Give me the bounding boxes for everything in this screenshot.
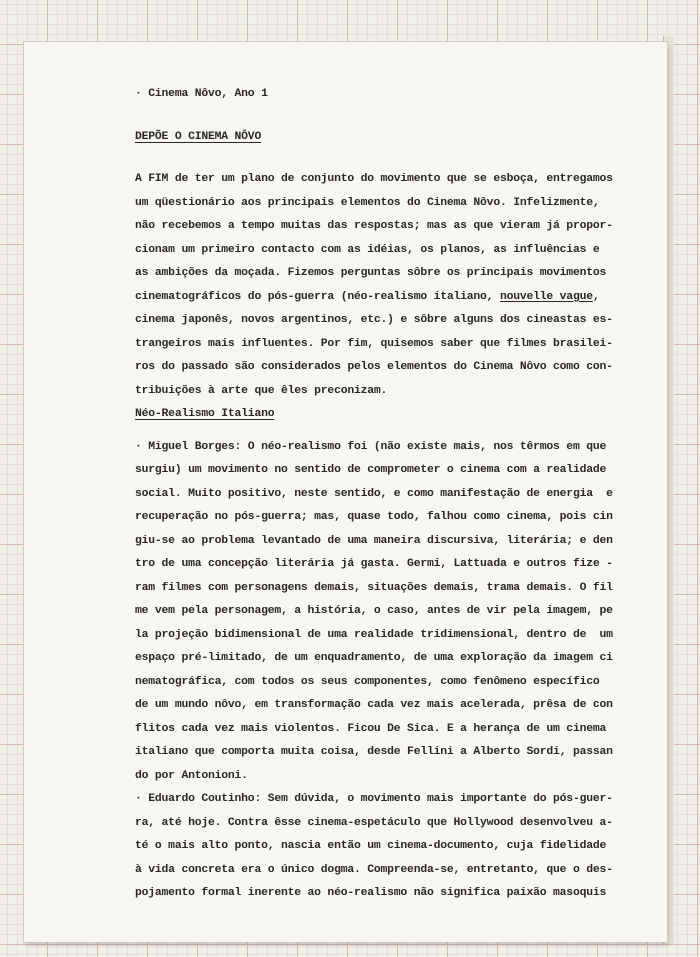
answer-miguel-borges (135, 436, 635, 789)
intro-line: A FIM de ter um plano de conjunto do movimento que se esboça, entregamos (135, 173, 613, 185)
answer-eduardo-coutinho (135, 788, 635, 906)
answer-line: ram filmes com personagens demais, situações demais, trama demais. O fil (135, 581, 613, 594)
answer-line: espaço pré-limitado, de um enquadramento, de uma exploração da imagem ci (135, 652, 613, 664)
answer-line: do por Antonioni. (135, 769, 248, 782)
intro-paragraph (135, 168, 635, 403)
answer-line: ra, até hoje. Contra êsse cinema-espetáculo que Hollywood desenvolveu a- (135, 816, 613, 829)
answer-line: flitos cada vez mais violentos. Ficou De Sica. E a herança de um cinema (135, 722, 607, 735)
answer-line: italiano que comporta muita coisa, desde Fellini a Alberto Sordi, passan (135, 746, 613, 758)
intro-line: um qüestionário aos principais elementos do Cinema Nôvo. Infelizmente, (135, 196, 600, 209)
answer-line: social. Muito positivo, neste sentido, e como manifestação de energia e (135, 487, 613, 500)
answer-line: nematográfica, com todos os seus componentes, como fenômeno específico (135, 675, 600, 688)
intro-line: não recebemos a tempo muitas das respostas; mas as que vieram já propor- (135, 220, 613, 232)
answer-line: tro de uma concepção literária já gasta. Germi, Lattuada e outros fize - (135, 558, 613, 570)
answer-line: · Miguel Borges: O néo-realismo foi (não existe mais, nos têrmos em que (135, 440, 607, 453)
intro-line: cinema japonês, novos argentinos, etc.) e sôbre alguns dos cineastas es- (135, 314, 613, 326)
answer-line: · Eduardo Coutinho: Sem dúvida, o movimento mais importante do pós-guer- (135, 793, 613, 805)
answer-line: recuperação no pós-guerra; mas, quase todo, falhou como cinema, pois cin (135, 511, 613, 523)
answer-line: à vida concreta era o único dogma. Compreenda-se, entretanto, que o des- (135, 863, 613, 876)
document-text (135, 78, 635, 906)
answer-line: la projeção bidimensional de uma realidade tridimensional, dentro de um (135, 628, 613, 641)
answer-line: pojamento formal inerente ao néo-realismo não significa paixão masoquis (135, 887, 607, 899)
intro-line-tail: , (592, 290, 600, 303)
intro-line: tribuições à arte que êles preconizam. (135, 384, 388, 397)
article-title: DEPÕE O CINEMA NÔVO (135, 130, 262, 143)
answer-line: me vem pela personagem, a história, o caso, antes de vir pela imagem, pe (135, 605, 613, 617)
intro-line: trangeiros mais influentes. Por fim, quisemos saber que filmes brasilei- (135, 337, 613, 350)
intro-line (135, 286, 635, 310)
intro-line: ros do passado são considerados pelos elementos do Cinema Nôvo como con- (135, 361, 613, 373)
underlined-term: nouvelle vague (499, 290, 593, 303)
answer-line: giu-se ao problema levantado de uma maneira discursiva, literária; e den (135, 534, 613, 547)
intro-line: as ambições da moçada. Fizemos perguntas sôbre os principais movimentos (135, 267, 607, 279)
intro-line-text: cinematográficos do pós-guerra (néo-realismo italiano, (135, 290, 500, 303)
running-header: · Cinema Nôvo, Ano 1 (135, 88, 268, 100)
section-heading: Néo-Realismo Italiano (135, 408, 275, 420)
intro-line: cionam um primeiro contacto com as idéias, os planos, as influências e (135, 243, 600, 256)
answer-line: de um mundo nôvo, em transformação cada vez mais acelerada, prêsa de con (135, 699, 613, 711)
answer-line: té o mais alto ponto, nascia então um cinema-documento, cuja fidelidade (135, 840, 607, 852)
answer-line: surgiu) um movimento no sentido de comprometer o cinema com a realidade (135, 464, 607, 476)
